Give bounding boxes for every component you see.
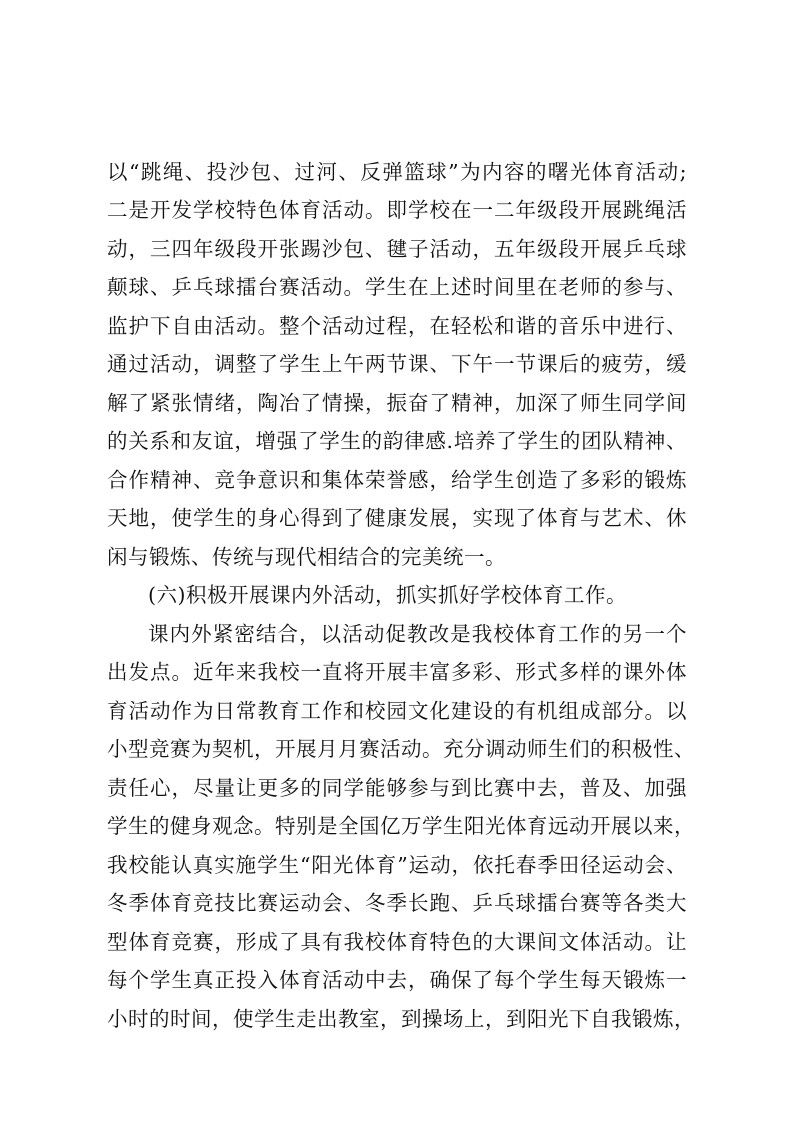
paragraph-line: 小型竞赛为契机，开展月月赛活动。充分调动师生们的积极性、 <box>107 737 695 761</box>
paragraph-line: 通过活动，调整了学生上午两节课、下午一节课后的疲劳，缓 <box>107 352 687 376</box>
paragraph-line: 以“跳绳、投沙包、过河、反弹篮球”为内容的曙光体育活动; <box>107 160 687 184</box>
paragraph-line: 颠球、乒乓球擂台赛活动。学生在上述时间里在老师的参与、 <box>107 275 687 299</box>
paragraph-line: 型体育竞赛，形成了具有我校体育特色的大课间文体活动。让 <box>107 930 687 954</box>
paragraph-line: 监护下自由活动。整个活动过程，在轻松和谐的音乐中进行、 <box>107 314 687 338</box>
paragraph-line: 责任心，尽量让更多的同学能够参与到比赛中去，普及、加强 <box>107 776 687 800</box>
paragraph-line: 小时的时间，使学生走出教室，到操场上，到阳光下自我锻炼， <box>107 1007 695 1031</box>
paragraph-line: 育活动作为日常教育工作和校园文化建设的有机组成部分。以 <box>107 699 687 723</box>
paragraph-line: 出发点。近年来我校一直将开展丰富多彩、形式多样的课外体 <box>107 660 687 684</box>
paragraph-line: 的关系和友谊，增强了学生的韵律感.培养了学生的团队精神、 <box>107 429 687 453</box>
paragraph-line: 学生的健身观念。特别是全国亿万学生阳光体育远动开展以来， <box>107 814 695 838</box>
paragraph-line: 课内外紧密结合，以活动促教改是我校体育工作的另一个 <box>148 622 687 646</box>
paragraph-line: 闲与锻炼、传统与现代相结合的完美统一。 <box>107 545 506 569</box>
section-heading: (六)积极开展课内外活动，抓实抓好学校体育工作。 <box>148 583 627 607</box>
paragraph-line: 合作精神、竞争意识和集体荣誉感，给学生创造了多彩的锻炼 <box>107 468 687 492</box>
paragraph-line: 我校能认真实施学生“阳光体育”运动，依托春季田径运动会、 <box>107 853 687 877</box>
paragraph-line: 冬季体育竞技比赛运动会、冬季长跑、乒乓球擂台赛等各类大 <box>107 891 687 915</box>
paragraph-line: 动，三四年级段开张踢沙包、毽子活动，五年级段开展乒乓球 <box>107 237 687 261</box>
paragraph-line: 天地，使学生的身心得到了健康发展，实现了体育与艺术、休 <box>107 506 687 530</box>
paragraph-line: 解了紧张情绪，陶冶了情操，振奋了精神，加深了师生同学间 <box>107 391 687 415</box>
paragraph-line: 二是开发学校特色体育活动。即学校在一二年级段开展跳绳活 <box>107 198 687 222</box>
paragraph-line: 每个学生真正投入体育活动中去，确保了每个学生每天锻炼一 <box>107 968 687 992</box>
